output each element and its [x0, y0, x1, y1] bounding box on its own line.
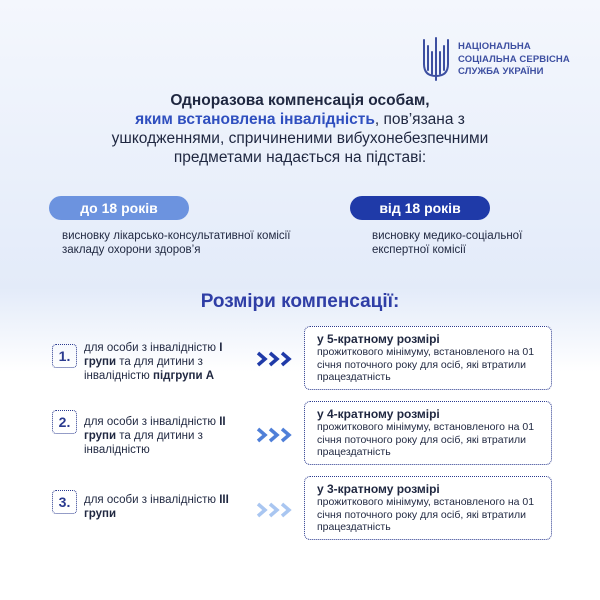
headline-accent: яким встановлена інвалідність	[135, 111, 375, 128]
age-under-18-badge: до 18 років	[49, 196, 189, 220]
row-1-recipient	[84, 341, 254, 383]
triple-chevron-right-icon	[254, 500, 296, 520]
headline	[0, 91, 600, 167]
row-1-recipient-text: для особи з інвалідністю	[84, 342, 216, 354]
organization-name	[458, 41, 570, 79]
org-name-line2: СОЦІАЛЬНА СЕРВІСНА	[458, 53, 570, 65]
row-2-recipient-mid: та для дитини з інвалідністю	[84, 430, 203, 456]
compensation-sizes-title: Розміри компенсації:	[200, 291, 400, 312]
headline-line2-rest: , пов’язана з	[374, 111, 465, 128]
row-3-rate-title: у 3-кратному розмірі	[317, 482, 440, 496]
org-name-line1: НАЦІОНАЛЬНА	[458, 41, 531, 52]
row-3-number: 3.	[52, 490, 77, 514]
triple-chevron-right-icon	[254, 349, 296, 369]
row-2-rate-title: у 4-кратному розмірі	[317, 407, 440, 421]
row-2-number: 2.	[52, 410, 77, 434]
row-2-rate-box	[304, 401, 552, 465]
row-1-group: І групи	[84, 342, 223, 368]
row-1-number: 1.	[52, 344, 77, 368]
row-1-rate-box	[304, 326, 552, 390]
row-1-rate-description: прожиткового мінімуму, встановленого на 01 січня поточного року для осіб, які втратили працездатність	[317, 346, 535, 383]
row-1-recipient-mid: та для дитини з інвалідністю	[84, 356, 203, 382]
row-2-group: ІІ групи	[84, 416, 226, 442]
row-1-subgroup: підгрупи А	[153, 370, 215, 382]
row-3-recipient-text: для особи з інвалідністю	[84, 494, 216, 506]
row-3-recipient	[84, 493, 254, 521]
headline-line4: предметами надається на підставі:	[173, 149, 427, 166]
row-2-recipient	[84, 415, 254, 457]
row-2-rate-description: прожиткового мінімуму, встановленого на 01 січня поточного року для осіб, які втратили працездатність	[317, 421, 535, 458]
row-3-rate-description: прожиткового мінімуму, встановленого на 01 січня поточного року для осіб, які втратили працездатність	[317, 496, 535, 533]
row-1-rate-title: у 5-кратному розмірі	[317, 332, 440, 346]
org-name-line3: СЛУЖБА УКРАЇНИ	[458, 66, 544, 77]
row-3-rate-box	[304, 476, 552, 540]
over-18-basis-text: висновку медико-соціальної експертної комісії	[372, 230, 523, 256]
row-3-group: ІІІ групи	[84, 494, 229, 520]
row-2-recipient-text: для особи з інвалідністю	[84, 416, 216, 428]
headline-line3: ушкодженнями, спричиненими вибухонебезпечними	[111, 130, 489, 147]
age-over-18-badge: від 18 років	[350, 196, 490, 220]
nssu-trident-logo-icon	[421, 36, 451, 82]
triple-chevron-right-icon	[254, 425, 296, 445]
headline-line1: Одноразова компенсація особам,	[170, 92, 430, 109]
under-18-basis-text: висновку лікарсько-консультативної комісії закладу охорони здоров’я	[62, 230, 291, 256]
